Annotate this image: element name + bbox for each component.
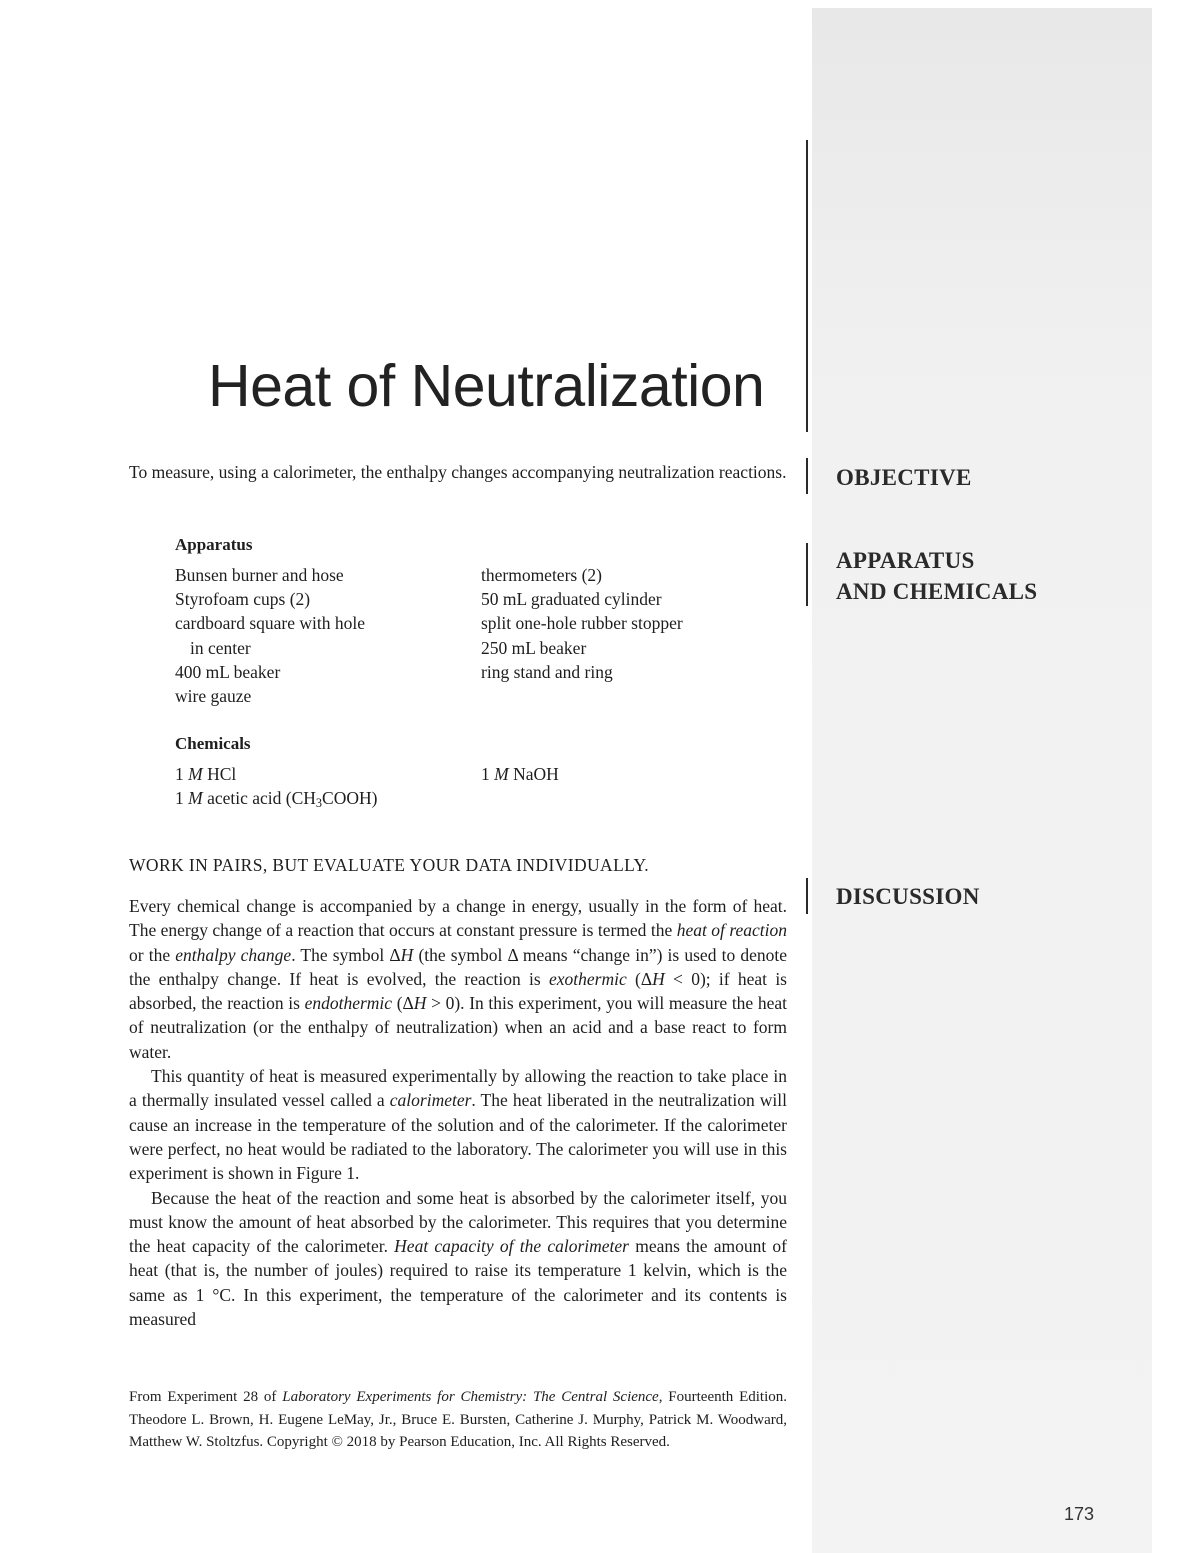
- objective-text: To measure, using a calorimeter, the enthalpy changes accompanying neutralization reactions.: [129, 462, 787, 482]
- list-item: 250 mL beaker: [481, 637, 587, 658]
- text-run: or the: [129, 944, 176, 965]
- chemicals-subheading: Chemicals: [175, 734, 251, 753]
- symbol-h: H: [652, 968, 665, 989]
- text-run: (Δ: [626, 968, 653, 989]
- text-run: (Δ: [392, 993, 414, 1014]
- symbol-h: H: [413, 993, 427, 1014]
- concentration: 1: [175, 788, 184, 809]
- concentration: 1: [175, 764, 184, 784]
- chemical-naoh: [481, 762, 559, 786]
- list-item: Bunsen burner and hose: [175, 565, 344, 585]
- molar-unit: M: [188, 764, 203, 784]
- list-item: wire gauze: [175, 686, 252, 707]
- list-item: 50 mL graduated cylinder: [481, 589, 662, 610]
- molar-unit: M: [494, 764, 509, 784]
- list-item: Styrofoam cups (2): [175, 589, 311, 610]
- molar-unit: M: [188, 788, 203, 809]
- subscript: 3: [315, 796, 323, 811]
- text-run: , Fourteenth Edition. Theodore L. Brown, H. Eugene LeMay, Jr., Bruce E. Bursten, Catherine J. Murphy, Patrick M. Woodward, Matthew W. Stoltzfus. Copyright © 2018 by Pearson Education, Inc. All Rights Reserved.: [129, 1389, 787, 1450]
- discussion-paragraph-1: [129, 894, 787, 1064]
- list-item: in center: [190, 637, 251, 658]
- term-exothermic: exothermic: [549, 968, 627, 989]
- list-item: 400 mL beaker: [175, 661, 281, 682]
- apparatus-rule: [806, 543, 808, 606]
- title-rule: [806, 140, 808, 432]
- text-run: From Experiment 28 of: [129, 1389, 283, 1405]
- apparatus-list-right: [481, 563, 683, 684]
- discussion-rule: [806, 878, 808, 914]
- list-item: ring stand and ring: [481, 661, 613, 682]
- text-run: Every chemical change is accompanied by a change in energy, usually in the form of heat. The energy change of a reaction that occurs at constant pressure is termed the: [129, 896, 787, 941]
- chemical-acetic-acid: [175, 786, 377, 810]
- term-heat-capacity: Heat capacity of the calorimeter: [394, 1236, 629, 1257]
- chemicals-list-right: [481, 762, 559, 786]
- apparatus-list-left: [175, 563, 365, 708]
- discussion-paragraph-3: [129, 1186, 787, 1332]
- book-title: Laboratory Experiments for Chemistry: The Central Science: [282, 1389, 659, 1405]
- margin-shade: [812, 8, 1152, 1553]
- apparatus-heading-line2: AND CHEMICALS: [836, 579, 1038, 604]
- chemical-name: HCl: [207, 764, 237, 784]
- chemical-name-end: COOH): [322, 788, 378, 809]
- list-item: split one-hole rubber stopper: [481, 613, 683, 634]
- page-number: 173: [1064, 1504, 1095, 1524]
- page-title: Heat of Neutralization: [208, 353, 765, 419]
- text-run: . The symbol Δ: [291, 944, 401, 965]
- source-credit: [129, 1386, 787, 1454]
- text-run: . The heat liberated in the neutralization will cause an increase in the temperature of the solution and of the calorimeter. If the calorimeter were perfect, no heat would be radiated to the laboratory. The calorimeter you will use in this experiment is shown in Figure 1.: [129, 1090, 787, 1184]
- apparatus-subheading: Apparatus: [175, 535, 253, 554]
- concentration: 1: [481, 764, 490, 784]
- discussion-heading: DISCUSSION: [836, 884, 980, 909]
- chemical-name: NaOH: [513, 764, 559, 784]
- text-run: (the symbol Δ means “change in”) is used to denote the enthalpy change. If heat is evolved, the reaction is: [129, 944, 787, 989]
- text-run: < 0); if heat is absorbed, the reaction is: [129, 968, 787, 1014]
- symbol-h: H: [400, 944, 414, 965]
- text-run: Because the heat of the reaction and some heat is absorbed by the calorimeter itself, you must know the amount of heat absorbed by the calorimeter. This requires that you determine the heat capacity of the calorimeter.: [129, 1187, 787, 1257]
- discussion-body: [129, 894, 787, 1331]
- term-calorimeter: calorimeter: [389, 1090, 472, 1111]
- chemical-name: acetic acid (CH: [207, 788, 316, 809]
- chemicals-list-left: [175, 762, 377, 810]
- term-endothermic: endothermic: [304, 993, 393, 1014]
- apparatus-heading: [836, 545, 1037, 607]
- text-run: > 0). In this experiment, you will measure the heat of neutralization (or the enthalpy of neutralization) when an acid and a base react to form water.: [129, 993, 787, 1062]
- list-item: thermometers (2): [481, 565, 602, 585]
- objective-heading: OBJECTIVE: [836, 465, 972, 490]
- list-item: cardboard square with hole: [175, 613, 365, 634]
- objective-rule: [806, 458, 808, 494]
- work-note: WORK IN PAIRS, BUT EVALUATE YOUR DATA INDIVIDUALLY.: [129, 855, 650, 875]
- discussion-paragraph-2: [129, 1064, 787, 1185]
- text-run: means the amount of heat (that is, the number of joules) required to raise its temperature 1 kelvin, which is the same as 1 °C. In this experiment, the temperature of the calorimeter and its contents is measured: [129, 1236, 788, 1330]
- term-heat-of-reaction: heat of reaction: [676, 920, 787, 941]
- chemical-hcl: [175, 762, 377, 786]
- term-enthalpy-change: enthalpy change: [175, 944, 292, 965]
- apparatus-heading-line1: APPARATUS: [836, 548, 975, 573]
- text-run: This quantity of heat is measured experimentally by allowing the reaction to take place in a thermally insulated vessel called a: [129, 1066, 787, 1111]
